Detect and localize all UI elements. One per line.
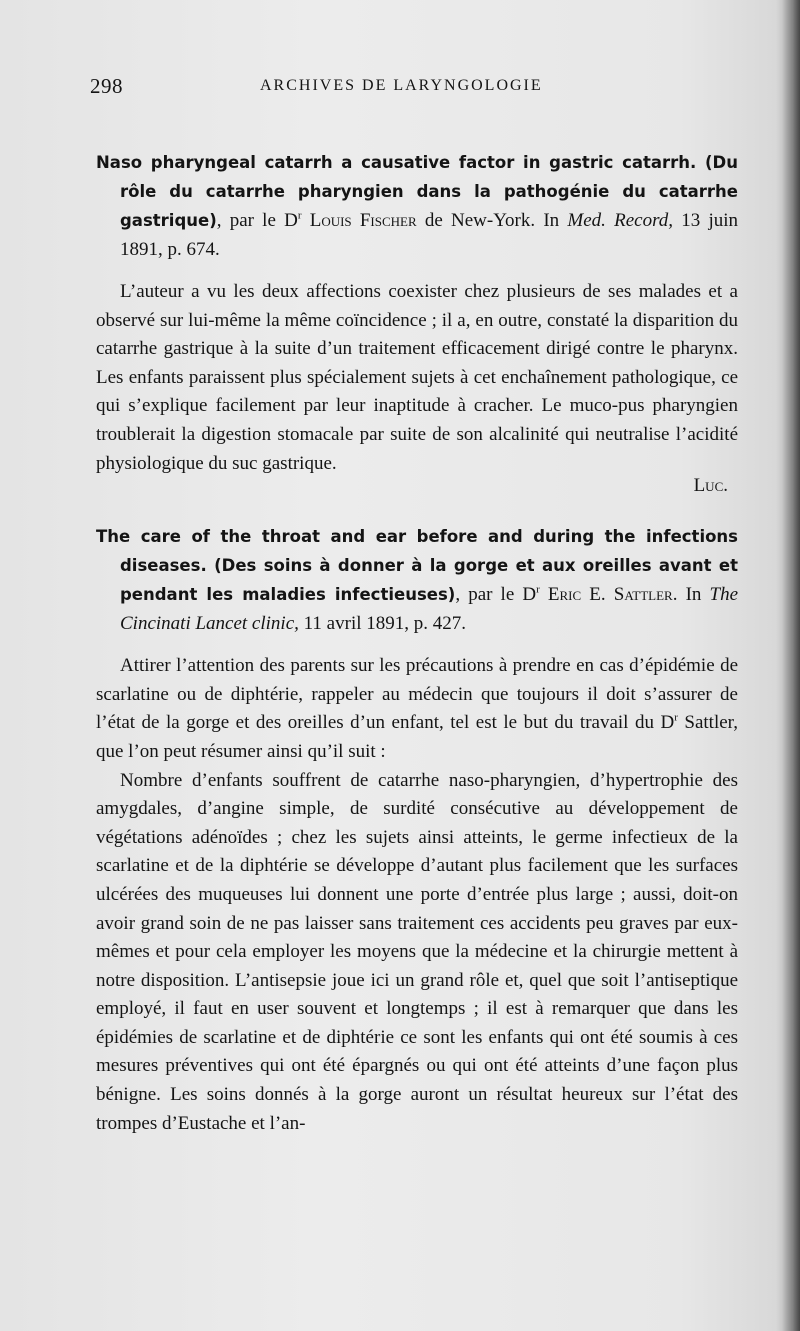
entry-2-journal: The Cincinati Lancet clinic, — [120, 584, 739, 635]
page-number: 298 — [90, 74, 123, 98]
entry-1-signature: Luc. — [693, 475, 728, 497]
entry-2-ref-in: . In — [672, 584, 710, 606]
entry-2-title-en: The care of the throat and ear before and during the infections diseases. — [96, 527, 738, 576]
entry-1-title-fr: (Du rôle du catarrhe pharyngien dans la pathogénie du catarrhe gastrique) — [120, 153, 738, 230]
entry-2-author: Eric E. Sattler — [539, 584, 673, 606]
entry-1-author: Louis Fischer — [301, 210, 417, 231]
entry-2-ref-par: , par le D — [455, 584, 537, 606]
page-content — [96, 148, 738, 1138]
entry-1-ref-date: 13 juin 1891, p. 674. — [120, 210, 738, 260]
entry-1-body: L’auteur a vu les deux affections coexister chez plusieurs de ses malades et a observé sur lui-même la même coïncidence ; il a, en outre, constaté la disparition du catarrhe gastrique à la suite d’un traitement efficacement dirigé contre le pharynx. Les enfants paraissent plus spécialement sujets à cet enchaînement pathologique, ce qui s’explique facilement par leur inaptitude à cracher. Le muco-pus pharyngien troublerait la digestion stomacale par suite de son alcalinité qui neutralise l’acidité physiologique du suc gastrique. — [96, 281, 738, 474]
running-title: ARCHIVES DE LARYNGOLOGIE — [260, 77, 543, 94]
entry-2-body-1 — [96, 652, 738, 766]
entry-1-ref-place: de New-York. In — [416, 210, 568, 231]
page-edge-shadow — [782, 0, 800, 1331]
entry-1-title-en: Naso pharyngeal catarrh a causative factor in gastric catarrh. — [96, 153, 697, 172]
entry-2-body-1-text: Attirer l’attention des parents sur les précautions à prendre en cas d’épidémie de scarlatine ou de diphtérie, rappeler au médecin que toujours il doit s’assurer de l’état de la gorge et des oreilles d’un enfant, tel est le but du travail du D — [96, 655, 738, 734]
page-header — [90, 74, 730, 102]
entry-2-ref-date: 11 avril 1891, p. 427. — [298, 613, 467, 635]
entry-2-ref-sup: r — [536, 583, 540, 596]
entry-2-body-2: Nombre d’enfants souffrent de catarrhe naso-pharyngien, d’hypertrophie des amygdales, d’angine simple, de surdité consécutive au développement de végétations adénoïdes ; chez les sujets ainsi atteints, le germe infectieux de la scarlatine et de la diphtérie se développe d’autant plus facilement que les surfaces ulcérées des muqueuses lui donnent une porte d’entrée plus large ; aussi, doit-on avoir grand soin de ne pas laisser sans traitement ces accidents peu graves par eux-mêmes et pour cela employer les moyens que la médecine et la chirurgie mettent à notre disposition. L’antisepsie joue ici un grand rôle et, quel que soit l’antiseptique employé, il faut en user souvent et longtemps ; il est à remarquer que dans les épidémies de scarlatine et de diphtérie ce sont les enfants qui ont été soumis à ces mesures préventives qui ont été épargnés ou qui ont été atteints d’une façon plus bénigne. Les soins donnés à la gorge auront un résultat heureux sur l’état des trompes d’Eustache et l’an- — [96, 769, 738, 1134]
entry-1-journal: Med. Record, — [567, 210, 674, 231]
entry-1-ref-sup: r — [297, 209, 302, 222]
entry-2-body-1-sup: r — [674, 712, 678, 725]
entry-2-title-fr: (Des soins à donner à la gorge et aux oreilles avant et pendant les maladies infectieuses) — [120, 556, 738, 605]
entry-1-ref-par: , par le D — [216, 210, 298, 231]
entry-1-title — [96, 148, 738, 264]
entry-2-title — [96, 522, 738, 638]
entry-2-body-1-end: Sattler, que l’on peut résumer ainsi qu’il suit : — [96, 712, 738, 762]
